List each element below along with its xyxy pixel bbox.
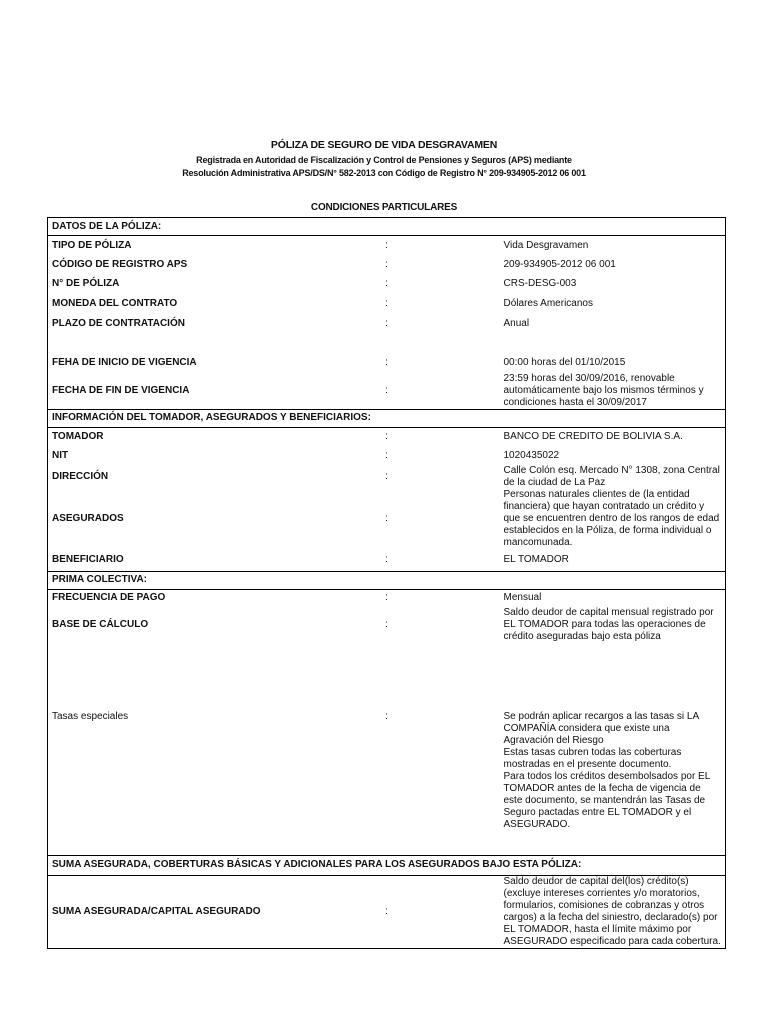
tasas-paragraph-3: Para todos los créditos desembolsados por EL TOMADOR antes de la fecha de vigencia de este documento, se mantendrán las Tasas de Seguro pactadas entre EL TOMADOR y el ASEGURADO. xyxy=(503,771,710,830)
row-base-label: BASE DE CÁLCULO xyxy=(52,619,149,630)
registration-line-2: Resolución Administrativa APS/DS/N° 582-2013 con Código de Registro N° 209-934905-2012 06 001 xyxy=(182,168,586,178)
row-plazo-value: Anual xyxy=(503,317,530,329)
row-tasas xyxy=(48,711,726,855)
row-numero xyxy=(48,275,726,294)
row-asegurados xyxy=(48,489,726,549)
row-beneficiario-value: EL TOMADOR xyxy=(503,553,569,565)
row-direccion xyxy=(48,465,726,489)
section-suma-title: SUMA ASEGURADA, COBERTURAS BÁSICAS Y ADICIONALES PARA LOS ASEGURADOS BAJO ESTA PÓLIZA: xyxy=(48,855,726,875)
row-asegurados-value: Personas naturales clientes de (la entidad financiera) que hayan contratado un crédito y que se encuentren dentro de los rangos de edad establecidos en la Póliza, de forma individual o mancomunada. xyxy=(503,489,720,548)
row-suma-label: SUMA ASEGURADA/CAPITAL ASEGURADO xyxy=(52,905,261,917)
row-plazo xyxy=(48,314,726,334)
row-nit xyxy=(48,446,726,465)
colon: : xyxy=(385,449,388,461)
row-base xyxy=(48,607,726,643)
section-tomador-info-title: INFORMACIÓN DEL TOMADOR, ASEGURADOS Y BENEFICIARIOS: xyxy=(48,409,726,427)
row-inicio xyxy=(48,354,726,373)
row-moneda-label: MONEDA DEL CONTRATO xyxy=(52,297,178,309)
colon: : xyxy=(385,317,388,329)
colon: : xyxy=(385,357,388,368)
colon: : xyxy=(385,278,388,289)
row-tasas-value xyxy=(500,711,726,855)
document-title: PÓLIZA DE SEGURO DE VIDA DESGRAVAMEN xyxy=(270,139,498,151)
row-beneficiario-label: BENEFICIARIO xyxy=(52,553,124,565)
section-prima xyxy=(48,571,726,589)
conditions-heading: CONDICIONES PARTICULARES xyxy=(310,202,458,213)
row-base-value: Saldo deudor de capital mensual registrado por EL TOMADOR para todas las operaciones de crédito aseguradas bajo esta póliza xyxy=(503,607,714,642)
row-codigo xyxy=(48,256,726,275)
colon: : xyxy=(385,297,388,309)
colon: : xyxy=(385,259,388,270)
row-numero-value: CRS-DESG-003 xyxy=(503,278,577,289)
colon: : xyxy=(385,513,388,524)
row-nit-value: 1020435022 xyxy=(503,449,560,461)
colon: : xyxy=(385,239,388,251)
row-tipo-label: TIPO DE PÓLIZA xyxy=(52,239,132,251)
section-tomador-info xyxy=(48,409,726,427)
colon: : xyxy=(385,619,388,630)
row-tomador-label: TOMADOR xyxy=(52,430,104,442)
row-inicio-label: FEHA DE INICIO DE VIGENCIA xyxy=(52,357,197,368)
row-frecuencia-label: FRECUENCIA DE PAGO xyxy=(52,592,166,604)
section-datos-title: DATOS DE LA PÓLIZA: xyxy=(48,218,726,236)
row-direccion-value: Calle Colón esq. Mercado N° 1308, zona Central de la ciudad de La Paz xyxy=(503,465,720,488)
colon: : xyxy=(385,430,388,442)
row-frecuencia xyxy=(48,589,726,607)
section-suma xyxy=(48,855,726,875)
row-fin xyxy=(48,373,726,410)
row-frecuencia-value: Mensual xyxy=(503,592,542,604)
row-direccion-label: DIRECCIÓN xyxy=(52,471,109,482)
spacer-row xyxy=(48,334,726,354)
colon: : xyxy=(385,592,388,604)
row-tipo xyxy=(48,236,726,256)
tasas-paragraph-2: Estas tasas cubren todas las coberturas mostradas en el presente documento. xyxy=(503,747,682,770)
row-tasas-label: Tasas especiales xyxy=(52,711,129,722)
row-suma xyxy=(48,875,726,948)
policy-conditions-table xyxy=(47,217,726,949)
row-tomador-value: BANCO DE CREDITO DE BOLIVIA S.A. xyxy=(503,430,683,442)
row-suma-value: Saldo deudor de capital del(los) crédito(s) (excluye intereses corrientes y/o moratorios, formularios, comisiones de cobranzas y otros cargos) a la fecha del siniestro, declarado(s) por EL TOMADOR, hasta el límite máximo por ASEGURADO especificado para cada cobertura. xyxy=(503,875,721,947)
row-nit-label: NIT xyxy=(52,449,69,461)
section-prima-title: PRIMA COLECTIVA: xyxy=(48,571,726,589)
registration-line-1: Registrada en Autoridad de Fiscalización y Control de Pensiones y Seguros (APS) mediante xyxy=(196,155,572,165)
colon: : xyxy=(385,905,388,917)
row-moneda xyxy=(48,294,726,314)
section-datos xyxy=(48,218,726,236)
colon: : xyxy=(385,384,388,396)
row-fin-value: 23:59 horas del 30/09/2016, renovable automáticamente bajo los mismos términos y condiciones hasta el 30/09/2017 xyxy=(503,372,704,408)
colon: : xyxy=(385,471,388,482)
row-numero-label: N° DE PÓLIZA xyxy=(52,278,120,289)
row-tipo-value: Vida Desgravamen xyxy=(503,239,589,251)
row-tomador xyxy=(48,427,726,446)
colon: : xyxy=(385,553,388,565)
colon: : xyxy=(385,711,388,722)
row-moneda-value: Dólares Americanos xyxy=(503,297,593,309)
spacer-row xyxy=(48,643,726,711)
row-codigo-label: CÓDIGO DE REGISTRO APS xyxy=(52,259,188,270)
tasas-paragraph-1: Se podrán aplicar recargos a las tasas si LA COMPAÑÍA considera que existe una Agravación del Riesgo xyxy=(503,711,699,746)
row-plazo-label: PLAZO DE CONTRATACIÓN xyxy=(52,317,185,329)
row-codigo-value: 209-934905-2012 06 001 xyxy=(503,259,616,270)
row-asegurados-label: ASEGURADOS xyxy=(52,513,124,524)
row-beneficiario xyxy=(48,549,726,571)
row-fin-label: FECHA DE FIN DE VIGENCIA xyxy=(52,384,190,396)
row-inicio-value: 00:00 horas del 01/10/2015 xyxy=(503,357,626,368)
